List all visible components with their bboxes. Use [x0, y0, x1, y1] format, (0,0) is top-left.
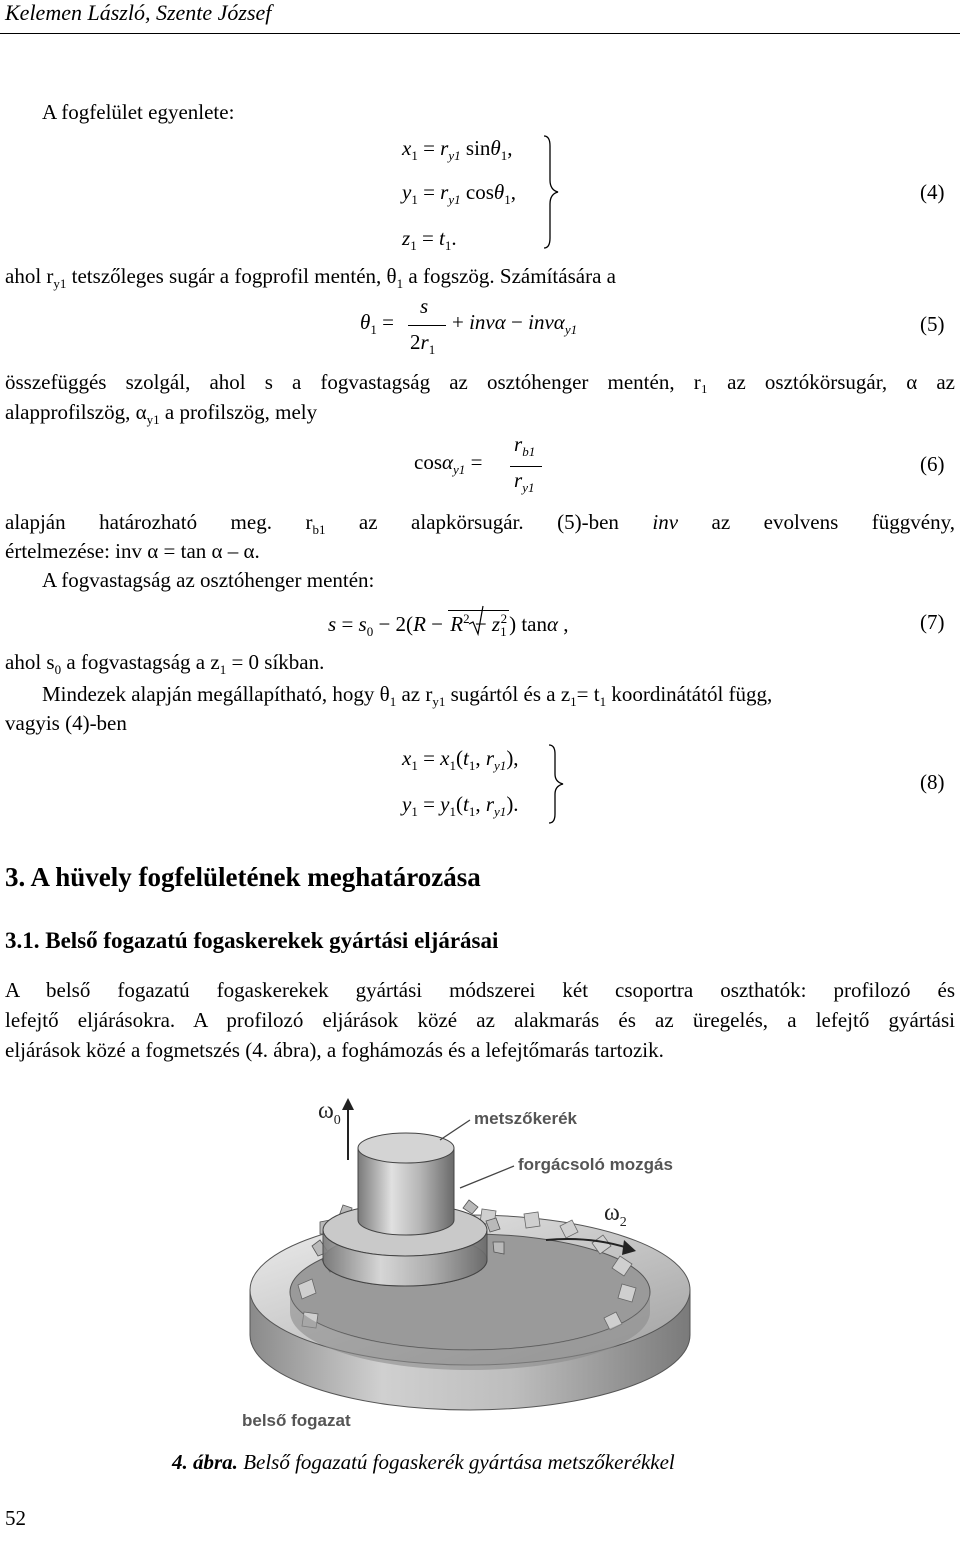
- p8-line3: eljárások közé a fogmetszés (4. ábra), a foghámozás és a lefejtőmarás tartozik.: [5, 1038, 664, 1062]
- eq8-line1: $x_1 = x_1(t_1$, $r_{y1}$),: [402, 746, 519, 774]
- running-header: Kelemen László, Szente József: [5, 0, 272, 25]
- eq5-rhs: + invα − invα$_{y1}$: [452, 310, 578, 338]
- eq4-line2: $y_1 = r_{y1}$ cosθ$_1$,: [402, 180, 516, 208]
- label-cutting-motion: forgácsoló mozgás: [518, 1155, 673, 1174]
- eq4-line1: $x_1 = r_{y1}$ sinθ$_1$,: [402, 136, 513, 164]
- omega0-rotation-arrow: [318, 1098, 354, 1160]
- eq7: $s = s_0 - 2(R - R^2 - z_1^2)$ tanα ,: [328, 611, 569, 640]
- eq7-number: (7): [920, 610, 945, 634]
- header-rule: [0, 33, 960, 34]
- eq5-fraction-bar: [408, 325, 446, 326]
- p6-text: ahol $s_0$ a fogvastagság a $z_1 = 0$ síkban.: [5, 650, 325, 678]
- p4-line2: értelmezése: inv α = tan α – α.: [5, 539, 260, 563]
- subsection-heading: 3.1. Belső fogazatú fogaskerekek gyártási eljárásai: [5, 928, 499, 953]
- label-internal-gear: belső fogazat: [242, 1411, 351, 1430]
- p3-line1: összefüggés szolgál, ahol s a fogvastagság az osztóhenger mentén, r₁ az osztókörsugár, α az: [5, 370, 955, 394]
- p8-line1: A belső fogazatú fogaskerekek gyártási módszerei két csoportra oszthatók: profilozó és: [5, 978, 955, 1002]
- figure-gear-shaping: [230, 1080, 710, 1440]
- p3-line2: alapprofilszög, $\alpha_{y1}$ a profilszög, mely: [5, 400, 318, 428]
- eq6-numerator: $r_{b1}$: [514, 432, 536, 460]
- figure-caption: 4. ábra. Belső fogazatú fogaskerék gyártása metszőkerékkel: [172, 1450, 675, 1474]
- eq6-fraction-bar: [510, 466, 542, 467]
- section-heading: 3. A hüvely fogfelületének meghatározása: [5, 862, 481, 892]
- p8-line2: lefejtő eljárásokra. A profilozó eljárások közé az alakmarás és az üregelés, a lefejtő gyártási: [5, 1008, 955, 1032]
- eq8-line2: $y_1 = y_1(t_1$, $r_{y1}$).: [402, 792, 519, 820]
- eq6-denominator: $r_{y1}$: [514, 468, 535, 496]
- p4-line1: alapján határozható meg. $r_{b1}$ az alapkörsugár. (5)-ben inv az evolvens függvény,: [5, 510, 955, 538]
- eq5-lhs: $\theta_1$ =: [360, 310, 394, 338]
- label-cutter-leader: [440, 1120, 470, 1140]
- eq7-sqrt-sign: [468, 604, 484, 636]
- omega2-label: $\omega_2$: [604, 1200, 627, 1230]
- eq5-number: (5): [920, 312, 945, 336]
- p7-line2: vagyis (4)-ben: [5, 711, 127, 735]
- eq4-right-brace: [540, 132, 564, 252]
- intro-text: A fogfelület egyenlete:: [42, 100, 235, 124]
- label-motion-leader: [460, 1166, 514, 1188]
- label-cutter: metszőkerék: [474, 1109, 578, 1128]
- eq6-number: (6): [920, 452, 945, 476]
- page-number: 52: [5, 1506, 26, 1530]
- p2-text: ahol $r_{y1}$ tetszőleges sugár a fogprofil mentén, $\theta_1$ a fogszög. Számítására a: [5, 264, 616, 292]
- eq5-numerator: s: [420, 294, 429, 318]
- eq4-line3: $z_1 = t_1$.: [402, 226, 457, 254]
- eq8-right-brace: [546, 742, 568, 826]
- eq8-number: (8): [920, 770, 945, 794]
- eq6-lhs: cosα$_{y1}$ =: [414, 450, 483, 478]
- eq4-number: (4): [920, 180, 945, 204]
- p5-text: A fogvastagság az osztóhenger mentén:: [42, 568, 375, 592]
- shaper-cutter: [312, 1133, 504, 1286]
- omega0-label: $\omega_0$: [318, 1098, 341, 1128]
- eq5-denominator: $2r_1$: [410, 330, 436, 358]
- p7-line1: Mindezek alapján megállapítható, hogy $\theta_1$ az $r_{y1}$ sugártól és a $z_1= t_1$ koordinátától függ,: [42, 682, 773, 710]
